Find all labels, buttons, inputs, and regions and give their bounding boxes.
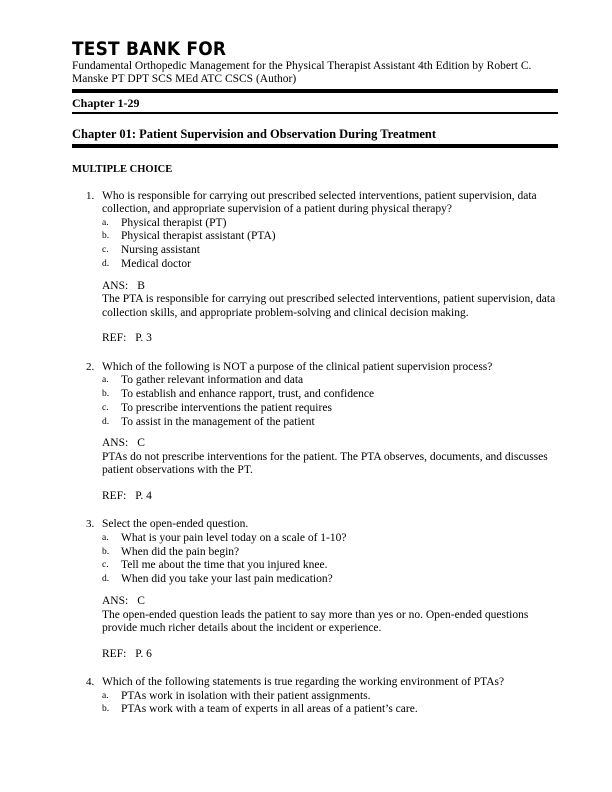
option-item bbox=[102, 374, 558, 388]
option-text: Tell me about the time that you injured knee. bbox=[121, 559, 328, 572]
chapter-range-rule bbox=[72, 112, 558, 114]
question-text: Select the open-ended question. bbox=[102, 518, 249, 531]
option-list bbox=[102, 374, 558, 429]
option-letter: b. bbox=[102, 388, 110, 399]
chapter-heading-rule bbox=[72, 144, 558, 148]
section-label: MULTIPLE CHOICE bbox=[72, 163, 173, 175]
document-title: TEST BANK FOR bbox=[72, 38, 227, 61]
answer-line bbox=[102, 595, 558, 609]
option-item bbox=[102, 546, 558, 560]
option-text: To gather relevant information and data bbox=[121, 374, 304, 387]
option-letter: a. bbox=[102, 217, 109, 228]
answer-rationale: The PTA is responsible for carrying out prescribed selected interventions, patient supervision, data collection skills, and appropriate problem-solving and clinical decision making. bbox=[102, 293, 556, 319]
reference-label: REF: bbox=[102, 647, 127, 660]
option-list bbox=[102, 217, 558, 272]
option-item bbox=[102, 559, 558, 573]
option-letter: b. bbox=[102, 546, 110, 557]
option-text: When did the pain begin? bbox=[121, 545, 240, 558]
reference-value: P. 4 bbox=[135, 489, 152, 502]
question-text: Which of the following statements is true regarding the working environment of PTAs? bbox=[102, 676, 505, 689]
answer-label: ANS: bbox=[102, 279, 129, 292]
option-letter: c. bbox=[102, 245, 109, 256]
option-text: To prescribe interventions the patient requires bbox=[121, 401, 332, 414]
option-letter: c. bbox=[102, 402, 109, 413]
reference-line bbox=[102, 332, 558, 346]
answer-value: C bbox=[137, 437, 145, 450]
question-item bbox=[72, 361, 558, 504]
option-item bbox=[102, 230, 558, 244]
option-list bbox=[102, 532, 558, 587]
question-list bbox=[72, 190, 558, 718]
option-text: Physical therapist assistant (PTA) bbox=[121, 230, 276, 243]
option-letter: b. bbox=[102, 704, 110, 715]
chapter-heading: Chapter 01: Patient Supervision and Observation During Treatment bbox=[72, 126, 437, 141]
question-number: 4. bbox=[86, 676, 95, 689]
question-number: 2. bbox=[86, 360, 95, 373]
option-item bbox=[102, 532, 558, 546]
option-text: PTAs work with a team of experts in all areas of a patient’s care. bbox=[121, 703, 418, 716]
answer-label: ANS: bbox=[102, 595, 129, 608]
option-item bbox=[102, 388, 558, 402]
option-letter: d. bbox=[102, 416, 110, 427]
header-rule bbox=[72, 89, 558, 93]
option-letter: d. bbox=[102, 574, 110, 585]
question-item bbox=[72, 190, 558, 346]
option-item bbox=[102, 416, 558, 430]
question-number: 3. bbox=[86, 518, 95, 531]
option-text: What is your pain level today on a scale of 1-10? bbox=[121, 531, 347, 544]
reference-value: P. 6 bbox=[135, 647, 152, 660]
answer-rationale: PTAs do not prescribe interventions for the patient. The PTA observes, documents, and discusses patient observations with the PT. bbox=[102, 450, 548, 477]
option-text: To establish and enhance rapport, trust, and confidence bbox=[121, 387, 375, 400]
option-item bbox=[102, 573, 558, 587]
chapter-range: Chapter 1-29 bbox=[72, 96, 140, 110]
option-letter: d. bbox=[102, 258, 110, 269]
option-letter: a. bbox=[102, 375, 109, 386]
question-item bbox=[72, 518, 558, 661]
option-text: Nursing assistant bbox=[121, 244, 200, 257]
answer-line bbox=[102, 437, 558, 451]
option-item bbox=[102, 217, 558, 231]
reference-label: REF: bbox=[102, 489, 127, 502]
answer-value: B bbox=[137, 279, 145, 292]
option-text: When did you take your last pain medication? bbox=[121, 573, 333, 586]
question-text: Which of the following is NOT a purpose of the clinical patient supervision process? bbox=[102, 360, 493, 373]
option-list bbox=[102, 690, 558, 718]
answer-label: ANS: bbox=[102, 437, 129, 450]
option-letter: c. bbox=[102, 560, 109, 571]
question-number: 1. bbox=[86, 189, 95, 202]
reference-value: P. 3 bbox=[135, 332, 152, 345]
question-item bbox=[72, 676, 558, 717]
book-subtitle: Fundamental Orthopedic Management for the Physical Therapist Assistant 4th Edition by Robert C. Manske PT DPT SCS MEd ATC CSCS (Author) bbox=[72, 60, 532, 85]
option-text: To assist in the management of the patient bbox=[121, 415, 315, 428]
option-item bbox=[102, 703, 558, 717]
option-letter: a. bbox=[102, 690, 109, 701]
option-item bbox=[102, 244, 558, 258]
reference-line bbox=[102, 490, 558, 504]
option-text: Medical doctor bbox=[121, 257, 191, 270]
option-item bbox=[102, 402, 558, 416]
answer-value: C bbox=[137, 595, 145, 608]
option-letter: a. bbox=[102, 532, 109, 543]
option-text: Physical therapist (PT) bbox=[121, 216, 227, 229]
answer-rationale: The open-ended question leads the patient to say more than yes or no. Open-ended questions provide much richer details about the incident or experience. bbox=[102, 608, 529, 635]
option-item bbox=[102, 690, 558, 704]
answer-line bbox=[102, 280, 558, 294]
document-page bbox=[72, 40, 558, 717]
question-text: Who is responsible for carrying out prescribed selected interventions, patient supervision, data collection, and appropriate supervision of a patient during physical therapy? bbox=[102, 189, 537, 215]
option-item bbox=[102, 258, 558, 272]
option-letter: b. bbox=[102, 231, 110, 242]
reference-label: REF: bbox=[102, 332, 127, 345]
reference-line bbox=[102, 648, 558, 662]
option-text: PTAs work in isolation with their patient assignments. bbox=[121, 689, 371, 702]
